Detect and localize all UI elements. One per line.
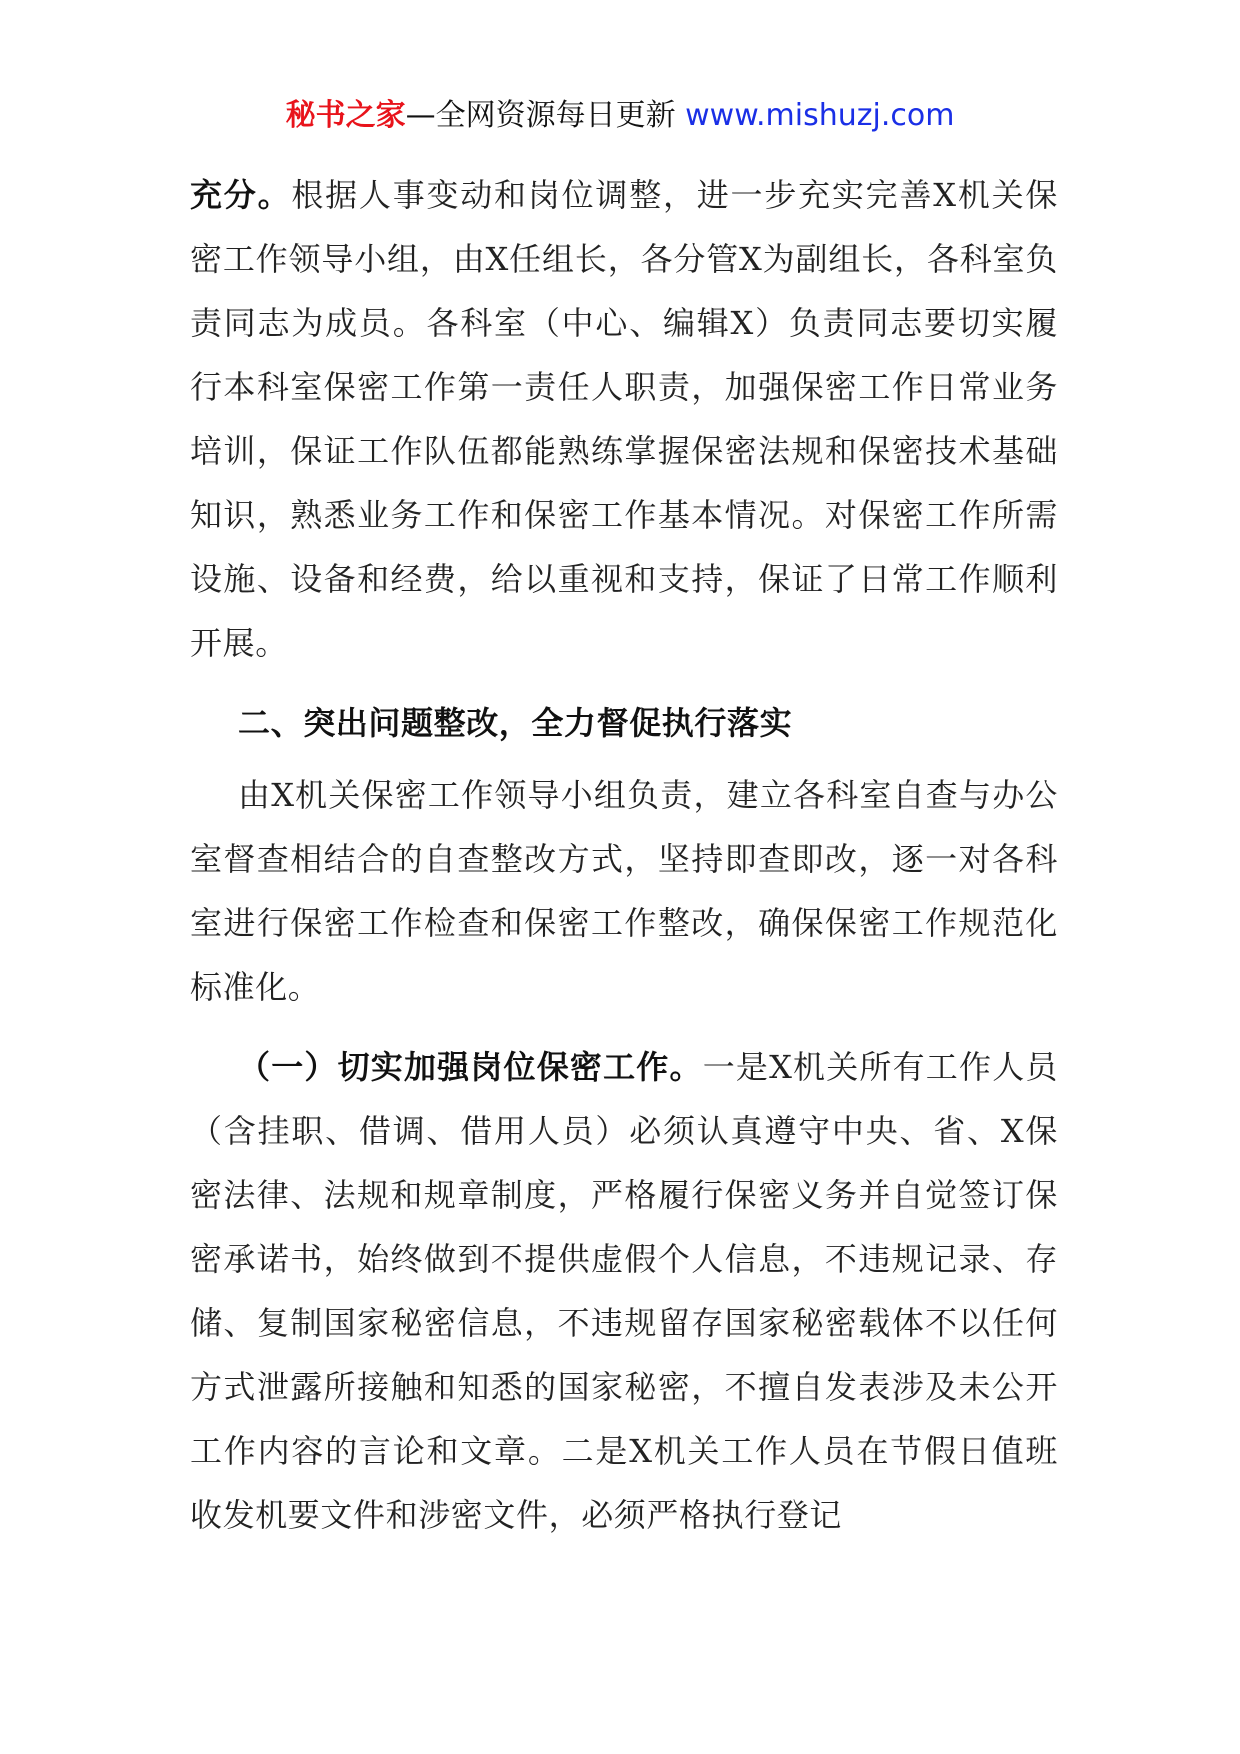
header-url: www.mishuzj.com — [685, 98, 955, 133]
paragraph-3-text: 一是X机关所有工作人员（含挂职、借调、借用人员）必须认真遵守中央、省、X保密法律、法规和规章制度，严格履行保密义务并自觉签订保密承诺书，始终做到不提供虚假个人信息，不违规记录、存储、复制国家秘密信息，不违规留存国家秘密载体不以任何方式泄露所接触和知悉的国家秘密，不擅自发表涉及未公开工作内容的言论和文章。二是X机关工作人员在节假日值班收发机要文件和涉密文件，必须严格执行登记 — [190, 1048, 1058, 1534]
paragraph-1 — [190, 163, 1058, 675]
header-tagline: —全网资源每日更新 — [405, 98, 686, 133]
paragraph-3 — [190, 1035, 1058, 1547]
section-heading-2: 二、突出问题整改，全力督促执行落实 — [238, 704, 793, 742]
paragraph-3-lead: （一）切实加强岗位保密工作。 — [238, 1048, 703, 1086]
paragraph-1-lead: 充分。 — [190, 176, 292, 214]
document-body — [190, 163, 1058, 1547]
page-header — [0, 96, 1240, 136]
paragraph-2: 由X机关保密工作领导小组负责，建立各科室自查与办公室督查相结合的自查整改方式，坚持即查即改，逐一对各科室进行保密工作检查和保密工作整改，确保保密工作规范化标准化。 — [190, 776, 1058, 1006]
paragraph-1-text: 根据人事变动和岗位调整，进一步充实完善X机关保密工作领导小组，由X任组长，各分管X为副组长，各科室负责同志为成员。各科室（中心、编辑X）负责同志要切实履行本科室保密工作第一责任人职责，加强保密工作日常业务培训，保证工作队伍都能熟练掌握保密法规和保密技术基础知识，熟悉业务工作和保密工作基本情况。对保密工作所需设施、设备和经费，给以重视和支持，保证了日常工作顺利开展。 — [190, 176, 1058, 662]
header-brand: 秘书之家 — [285, 98, 406, 133]
